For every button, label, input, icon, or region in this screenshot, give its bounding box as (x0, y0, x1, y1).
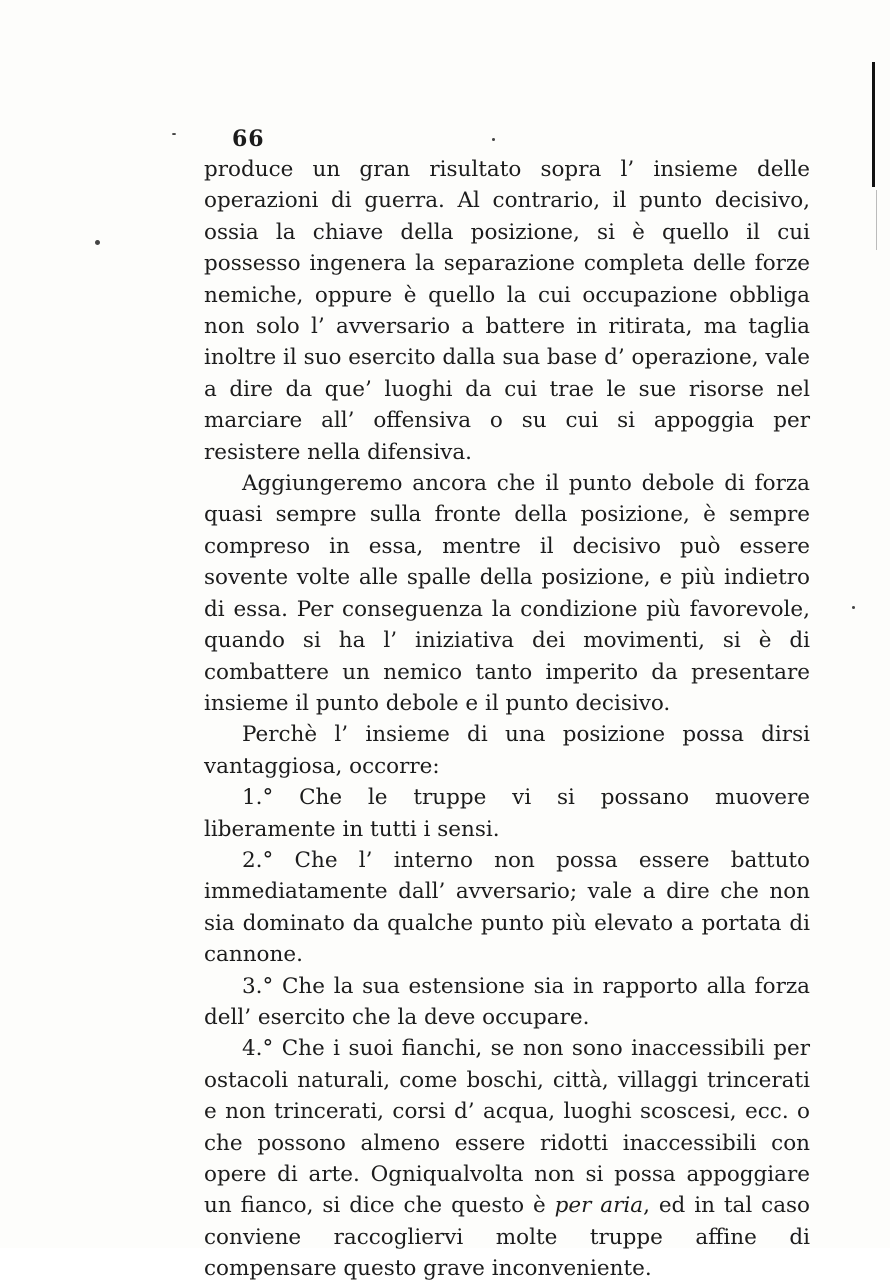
list-item-condition-1: 1.° Che le truppe vi si possano muovere liberamente in tutti i sensi. (204, 785, 810, 842)
condition-4-italic-phrase: per aria (554, 1193, 644, 1219)
page-body-text (204, 154, 810, 1285)
paragraph-position-key-continuation: produce un gran risultato sopra l’ insieme delle operazioni di guerra. Al contrario, il punto decisivo, ossia la chiave della posizione, si è quello il cui possesso ingenera la separazione completa delle forze nemiche, oppure è quello la cui occupazione obbliga non solo l’ avversario a battere in ritirata, ma taglia inoltre il suo esercito dalla sua base d’ operazione, vale a dire da que’ luoghi da cui trae le sue risorse nel marciare all’ offensiva o su cui si appoggia per resistere nella difensiva. (204, 157, 810, 465)
scan-speck (492, 138, 495, 141)
scan-speck (852, 606, 855, 609)
condition-4-text-start: 4.° Che i suoi fianchi, se non sono inaccessibili per ostacoli naturali, come boschi, città, villaggi trincerati e non trincerati, corsi d’ acqua, luoghi scoscesi, ecc. o che possono almeno essere ridotti inaccessibili con opere di arte. Ogniqualvolta non si possa appoggiare un fianco, si dice che questo è (204, 1036, 810, 1219)
paragraph-advantageous-position-intro: Perchè l’ insieme di una posizione possa dirsi vantaggiosa, occorre: (204, 722, 810, 779)
condition-4-text-end: , ed in tal caso conviene raccogliervi molte truppe affine di compensare questo grave inconveniente. (204, 1193, 810, 1282)
list-item-condition-2: 2.° Che l’ interno non possa essere battuto immediatamente dall’ avversario; vale a dire che non sia dominato da qualche punto più elevato a portata di cannone. (204, 847, 810, 968)
list-item-condition-3: 3.° Che la sua estensione sia in rapporto alla forza dell’ esercito che la deve occupare. (204, 973, 810, 1030)
scan-speck (172, 133, 176, 135)
paragraph-weak-and-decisive-point: Aggiungeremo ancora che il punto debole di forza quasi sempre sulla fronte della posizione, è sempre compreso in essa, mentre il decisivo può essere sovente volte alle spalle della posizione, e più indietro di essa. Per conseguenza la condizione più favorevole, quando si ha l’ iniziativa dei movimenti, si è di combattere un nemico tanto imperito da presentare insieme il punto debole e il punto decisivo. (204, 471, 810, 716)
list-item-condition-4 (204, 1033, 810, 1284)
scan-edge-mark (872, 62, 875, 187)
page-number: 66 (232, 126, 265, 152)
scan-speck (95, 240, 100, 245)
scan-edge-mark-faint (876, 190, 877, 250)
